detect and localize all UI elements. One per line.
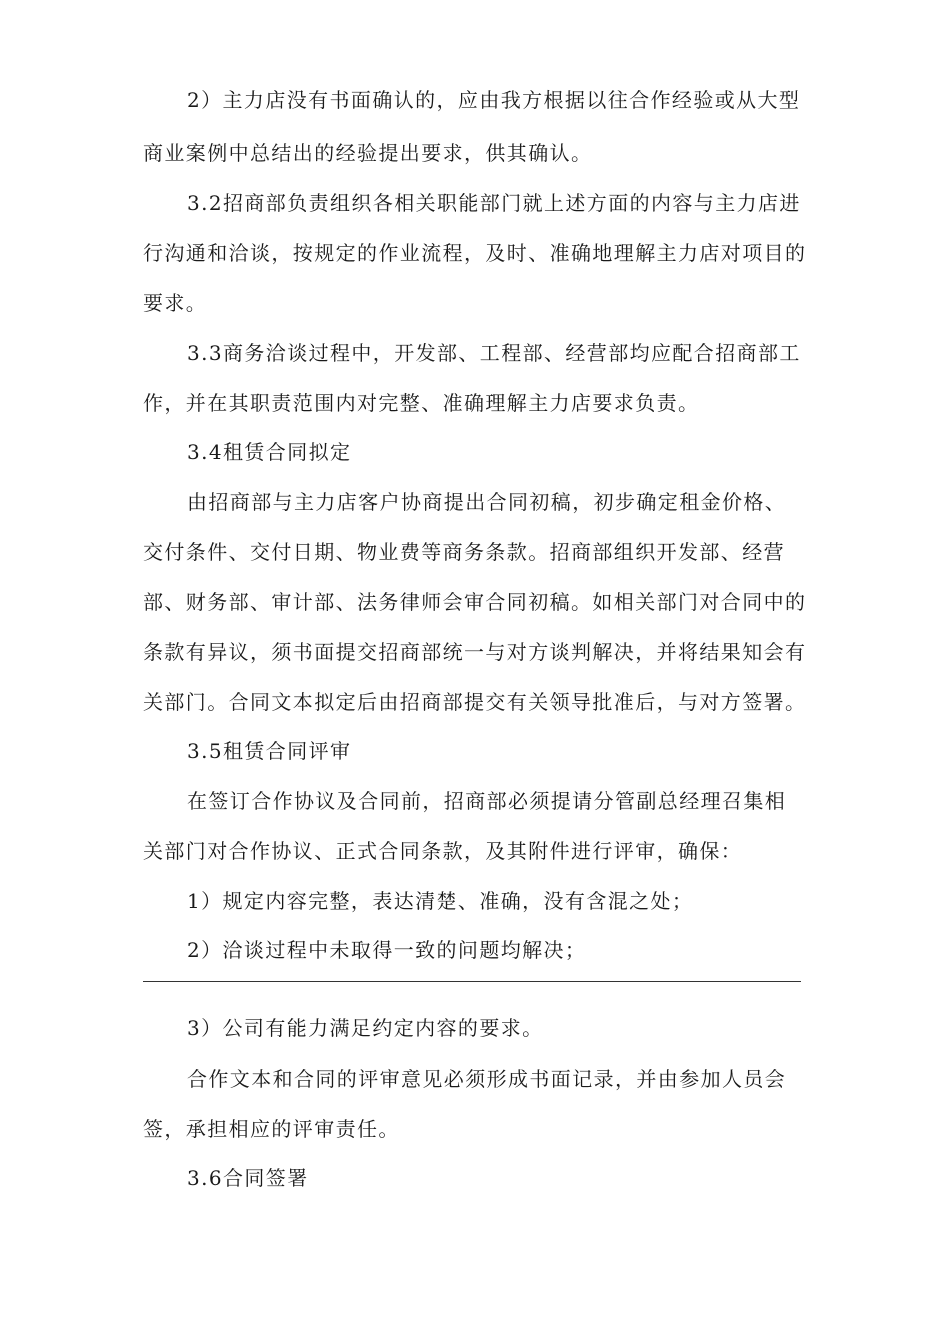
paragraph-line: 3.3商务洽谈过程中，开发部、工程部、经营部均应配合招商部工 bbox=[187, 341, 801, 365]
paragraph-line: 商业案例中总结出的经验提出要求，供其确认。 bbox=[143, 141, 593, 165]
paragraph-line: 作，并在其职责范围内对完整、准确理解主力店要求负责。 bbox=[143, 391, 700, 415]
section-heading: 3.5租赁合同评审 bbox=[187, 739, 352, 763]
paragraph-line: 签，承担相应的评审责任。 bbox=[143, 1117, 400, 1141]
list-item: 1）规定内容完整，表达清楚、准确，没有含混之处； bbox=[187, 889, 694, 913]
paragraph-line: 关部门对合作协议、正式合同条款，及其附件进行评审，确保： bbox=[143, 839, 743, 863]
section-heading: 3.6合同签署 bbox=[187, 1166, 309, 1190]
page-break-rule bbox=[143, 981, 801, 982]
list-item: 2）洽谈过程中未取得一致的问题均解决； bbox=[187, 938, 587, 962]
paragraph-line: 2）主力店没有书面确认的，应由我方根据以往合作经验或从大型 bbox=[187, 88, 801, 112]
paragraph-line: 要求。 bbox=[143, 291, 208, 315]
paragraph-line: 行沟通和洽谈，按规定的作业流程，及时、准确地理解主力店对项目的 bbox=[143, 241, 807, 265]
paragraph-line: 由招商部与主力店客户协商提出合同初稿，初步确定租金价格、 bbox=[187, 490, 787, 514]
list-item: 3）公司有能力满足约定内容的要求。 bbox=[187, 1016, 544, 1040]
paragraph-line: 3.2招商部负责组织各相关职能部门就上述方面的内容与主力店进 bbox=[187, 191, 801, 215]
paragraph-line: 合作文本和合同的评审意见必须形成书面记录，并由参加人员会 bbox=[187, 1067, 787, 1091]
paragraph-line: 关部门。合同文本拟定后由招商部提交有关领导批准后，与对方签署。 bbox=[143, 690, 807, 714]
paragraph-line: 交付条件、交付日期、物业费等商务条款。招商部组织开发部、经营 bbox=[143, 540, 785, 564]
paragraph-line: 条款有异议，须书面提交招商部统一与对方谈判解决，并将结果知会有 bbox=[143, 640, 807, 664]
paragraph-line: 部、财务部、审计部、法务律师会审合同初稿。如相关部门对合同中的 bbox=[143, 590, 807, 614]
paragraph-line: 在签订合作协议及合同前，招商部必须提请分管副总经理召集相 bbox=[187, 789, 787, 813]
section-heading: 3.4租赁合同拟定 bbox=[187, 440, 352, 464]
